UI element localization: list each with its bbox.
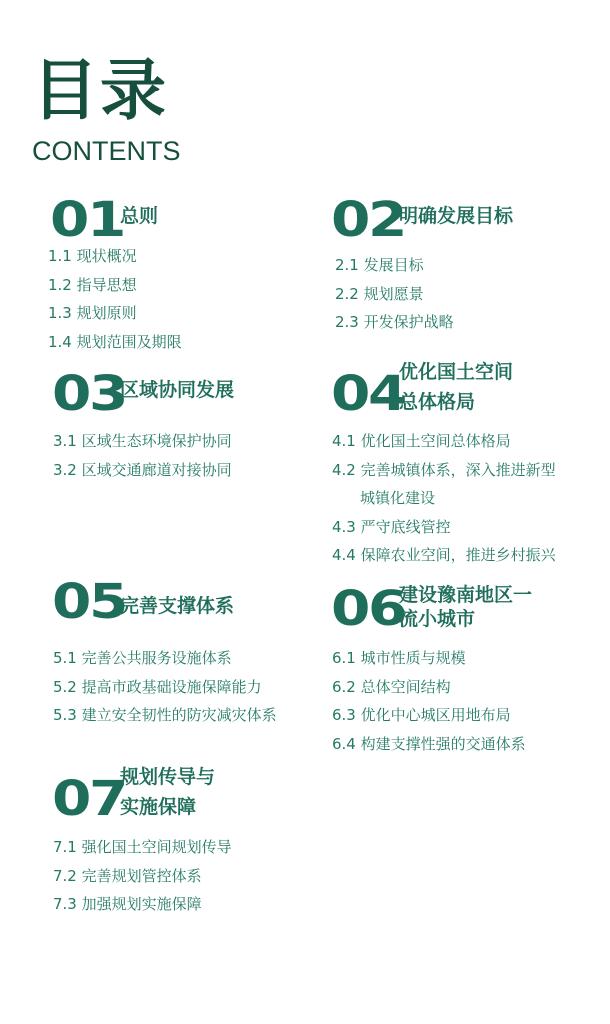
section-number: 04 [331, 366, 406, 422]
section-07 [52, 763, 332, 923]
section-title-line1: 优化国土空间 [399, 361, 514, 383]
toc-item[interactable]: 6.1 城市性质与规模 [332, 649, 466, 667]
section-06 [331, 581, 601, 761]
section-title: 区域协同发展 [120, 379, 235, 401]
toc-item[interactable]: 1.1 现状概况 [48, 247, 137, 265]
section-number: 02 [331, 192, 406, 248]
toc-item[interactable]: 5.3 建立安全韧性的防灾减灾体系 [53, 706, 277, 724]
section-title-line1: 规划传导与 [120, 766, 216, 788]
toc-item[interactable]: 2.2 规划愿景 [335, 284, 424, 303]
section-items [332, 427, 556, 570]
toc-item[interactable]: 6.2 总体空间结构 [332, 677, 451, 696]
toc-item[interactable]: 3.1 区域生态环境保护协同 [53, 432, 232, 450]
section-title: 明确发展目标 [399, 205, 514, 227]
toc-item[interactable]: 5.2 提高市政基础设施保障能力 [53, 677, 262, 696]
toc-item[interactable]: 3.2 区域交通廊道对接协同 [53, 460, 232, 479]
toc-item[interactable]: 1.2 指导思想 [48, 275, 137, 294]
section-title: 完善支撑体系 [120, 595, 235, 617]
section-title-line2: 流小城市 [399, 608, 476, 630]
section-items [53, 427, 232, 484]
section-05 [52, 574, 332, 738]
section-number: 01 [50, 192, 125, 248]
section-title-line2: 总体格局 [399, 391, 476, 413]
section-title-line1: 建设豫南地区一 [399, 584, 533, 606]
toc-item[interactable]: 7.3 加强规划实施保障 [53, 895, 202, 913]
section-number: 06 [331, 581, 406, 637]
section-number: 07 [52, 771, 127, 827]
section-items [53, 644, 277, 730]
toc-item[interactable]: 7.1 强化国土空间规划传导 [53, 838, 232, 856]
section-items [53, 833, 232, 919]
section-01 [48, 192, 310, 366]
toc-item[interactable]: 4.1 优化国土空间总体格局 [332, 432, 511, 450]
toc-item[interactable]: 4.3 严守底线管控 [332, 517, 451, 536]
toc-item[interactable]: 1.4 规划范围及期限 [48, 332, 182, 351]
toc-item[interactable]: 2.3 开发保护战略 [335, 313, 454, 331]
section-title: 总则 [120, 205, 159, 227]
section-title-line2: 实施保障 [120, 796, 197, 818]
section-02 [331, 192, 601, 346]
section-04 [331, 358, 601, 578]
section-03 [52, 366, 322, 490]
page-subtitle: CONTENTS [32, 136, 181, 166]
section-items [332, 644, 526, 758]
toc-item[interactable]: 7.2 完善规划管控体系 [53, 866, 202, 885]
toc-item[interactable]: 2.1 发展目标 [335, 256, 424, 274]
toc-item[interactable]: 6.3 优化中心城区用地布局 [332, 706, 511, 724]
toc-item[interactable]: 4.4 保障农业空间，推进乡村振兴 [332, 546, 556, 564]
toc-item[interactable]: 6.4 构建支撑性强的交通体系 [332, 734, 526, 753]
toc-item[interactable]: 5.1 完善公共服务设施体系 [53, 649, 232, 667]
section-items [48, 242, 182, 356]
toc-item-continuation[interactable]: 城镇化建设 [360, 489, 436, 507]
page-title: 目录 [32, 52, 168, 129]
section-number: 05 [52, 574, 127, 630]
section-number: 03 [52, 366, 127, 422]
section-items [335, 251, 454, 337]
toc-item[interactable]: 1.3 规划原则 [48, 304, 137, 322]
toc-item[interactable]: 4.2 完善城镇体系，深入推进新型 [332, 460, 556, 479]
